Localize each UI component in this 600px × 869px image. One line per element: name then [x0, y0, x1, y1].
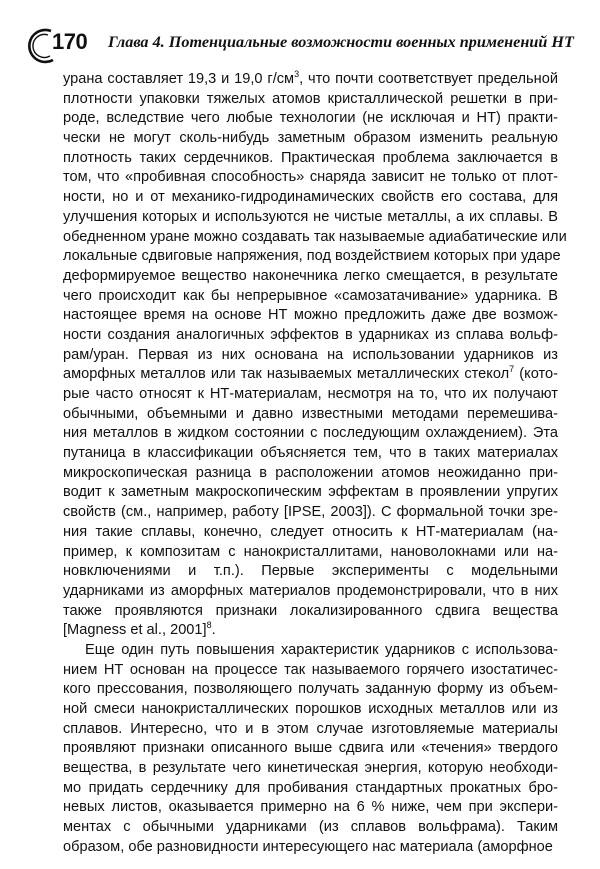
paragraph: [63, 641, 558, 858]
text-line: водит к заметным макроскопическим эффектам в проявлении упругих: [63, 484, 558, 501]
text-line: путаница в классификации объясняется тем, что в таких материалах: [63, 445, 558, 462]
footnote-marker: 8: [206, 620, 212, 631]
text-line: плотности упаковки тяжелых атомов кристаллической решетки в при-: [63, 90, 558, 107]
footnote-marker: 3: [294, 69, 300, 80]
text-line: нием НТ основан на процессе так называемого горячего изостатичес-: [63, 661, 558, 678]
page-header: [22, 26, 582, 66]
text-line: кого прессования, позволяющего получать заданную форму из объем-: [63, 681, 558, 698]
text-line: ной смеси нанокристаллических порошков исходных металлов или из: [63, 701, 558, 717]
text-line: рые часто относят к НТ-материалам, несмотря на то, что их получают: [63, 386, 558, 402]
text-line: свойств (см., например, работу [IPSE, 2003]). С формальной точки зре-: [63, 504, 558, 521]
text-line: том, что «пробивная способность» снаряда зависит не только от плот-: [63, 169, 558, 186]
text-line: аморфных металлов или так называемых металлических стекол$^7$ (кото-: [63, 364, 558, 383]
text-line: ния такие сплавы, конечно, следует относить к НТ-материалам (на-: [63, 523, 558, 540]
text-line: вещества, в результате чего кинетическая энергия, которую необходи-: [63, 760, 558, 777]
page-number: 170: [52, 29, 88, 54]
body-text: [63, 69, 567, 858]
text-line: рам/уран. Первая из них основана на использовании ударников из: [63, 346, 558, 363]
paragraph: [63, 69, 567, 641]
text-line: невых листов, оказывается примерно на 6 % ниже, чем при экспери-: [63, 799, 558, 816]
running-head: Глава 4. Потенциальные возможности военных применений НТ: [108, 33, 574, 51]
text-line: проявляют признаки описанного выше сдвига или «течения» твердого: [63, 740, 558, 757]
text-line: также проявляются признаки локализированного сдвига вещества: [63, 602, 558, 619]
text-line: ния металлов в жидком состоянии с последующим охлаждением). Эта: [63, 425, 558, 442]
text-line: урана составляет 19,3 и 19,0 $г/см^3$, что почти соответствует предельной: [63, 69, 558, 87]
text-line: деформируемое вещество наконечника легко смещается, в результате: [63, 267, 558, 284]
text-line: улучшения которых и используются не чистые металлы, а их сплавы. В: [63, 208, 558, 225]
text-line: чего происходит как бы непрерывное «самозатачивание» ударника. В: [63, 287, 558, 304]
text-line: чески не могут сколь-нибудь заметным образом изменить реальную: [63, 130, 558, 147]
text-line: Еще один путь повышения характеристик ударников с использова-: [85, 641, 558, 658]
text-line: ности создания аналогичных эффектов в ударниках из сплава вольф-: [63, 326, 558, 343]
text-line: ментах с обычными ударниками (из сплавов вольфрама). Таким: [63, 819, 558, 836]
footnote-marker: 7: [509, 364, 515, 375]
text-line: настоящее время на основе НТ можно предложить даже две возмож-: [63, 307, 558, 324]
text-line: ударниками из аморфных материалов продемонстрировали, что в них: [63, 582, 558, 599]
text-line: пример, к композитам с нанокристаллитами, нановолокнами или на-: [63, 543, 558, 560]
text-line: локальные сдвиговые напряжения, под воздействием которых при ударе: [63, 248, 561, 265]
text-line: роде, вследствие чего любые технологии (не исключая и НТ) практи-: [63, 110, 558, 127]
text-line: плотность таких сердечников. Практическая проблема заключается в: [63, 149, 558, 166]
text-line: обычными, объемными и давно известными методами перемешива-: [63, 405, 558, 422]
text-line: мо придать сердечнику для пробивания стандартных прокатных бро-: [63, 779, 558, 796]
text-line: сплавов. Интересно, что и в этом случае изготовляемые материалы: [63, 720, 558, 737]
text-line: образом, обе разновидности интересующего нас материала (аморфное: [63, 838, 553, 855]
text-line: [Magness et al., 2001]$^8$.: [63, 620, 216, 639]
text-line: новключениями и т.п.). Первые эксперименты с модельными: [63, 563, 558, 580]
text-line: обедненном уране можно создавать так называемые адиабатические или: [63, 228, 567, 245]
text-line: ности, но и от механико-гидродинамических свойств его состава, для: [63, 189, 558, 206]
text-line: микроскопическая разница в расположении атомов неожиданно при-: [63, 464, 558, 481]
